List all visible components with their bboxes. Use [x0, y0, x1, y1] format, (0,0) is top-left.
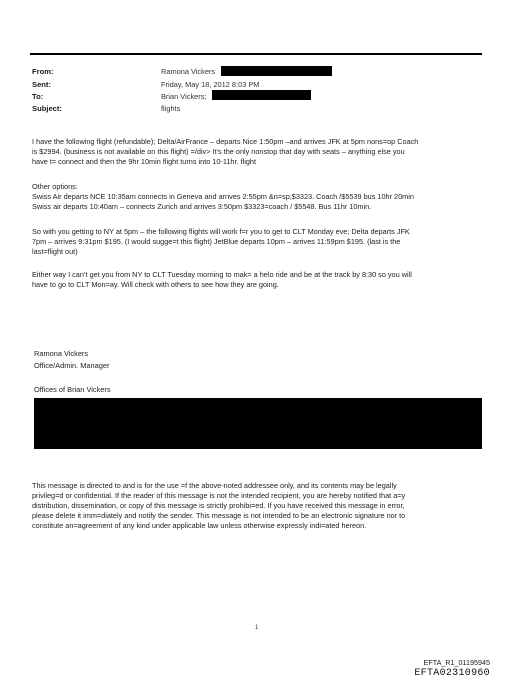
header-rule [30, 53, 482, 55]
redaction-bar-to [212, 90, 311, 100]
redaction-block-signature [34, 398, 482, 449]
signature-name: Ramona Vickers [34, 349, 89, 358]
to-value: Brian Vickers; [161, 92, 207, 101]
document-reference-2: EFTA02310960 [414, 668, 490, 679]
from-label: From: [32, 67, 54, 76]
sent-label: Sent: [32, 80, 51, 89]
signature-title: Office/Admin. Manager [34, 361, 110, 370]
document-reference-1: EFTA_R1_01195945 [423, 658, 490, 667]
signature-office: Offices of Brian Vickers [34, 385, 111, 394]
subject-value: flights [161, 104, 181, 113]
body-paragraph-3: So with you getting to NY at 5pm – the following flights will work f=r you to get to CLT Monday eve; Delta departs JFK 7pm – arrives 9:31pm $195. (I would sugge=t this flight) JetBlue departs 10pm – arrives 11:59pm $195. (last is the last=flight out) [32, 227, 410, 256]
redaction-bar-from [221, 66, 332, 76]
subject-label: Subject: [32, 104, 62, 113]
body-paragraph-1: I have the following flight (refundable); Delta/AirFrance – departs Nice 1:50pm –and arrives JFK at 5pm nons=op Coach is $2994. (business is not available on this flight) =/div> It’s the only nonstop that day with seats – anything else you have t= connect and then the 9hr 10min flight turns into 10-11hr. flight [32, 137, 419, 166]
body-paragraph-4: Either way I can’t get you from NY to CLT Tuesday morning to mak= a helo ride and be at the track by 8:30 so you will have to go to CLT Mon=ay. Will check with others to see how they are going. [32, 270, 412, 289]
confidentiality-disclaimer: This message is directed to and is for the use =f the above-noted addressee only, and its contents may be legally privileg=d or confidential. If the reader of this message is not the intended recipient, you are hereby notified that a=y distribution, dissemination, or copy of this message is strictly prohibi=ed. If you have received this message in error, please delete it imm=diately and notify the sender. This message is not intended to be an electronic signature nor to constitute an=agreement of any kind under applicable law unless otherwise expressly indi=ated hereon. [32, 481, 406, 530]
from-value: Ramona Vickers [161, 67, 216, 76]
sent-value: Friday, May 18, 2012 8:03 PM [161, 80, 260, 89]
to-label: To: [32, 92, 44, 101]
body-paragraph-2: Other options: Swiss Air departs NCE 10:35am connects in Geneva and arrives 2:55pm &n=sp;$3323. Coach /$5539 bus 10hr 20min Swiss air departs 10:40am – connects Zurich and arrives 3:50pm $3323=coach / $5548. Bus 11hr 10min. [32, 182, 414, 211]
page-number: 1 [255, 625, 259, 631]
